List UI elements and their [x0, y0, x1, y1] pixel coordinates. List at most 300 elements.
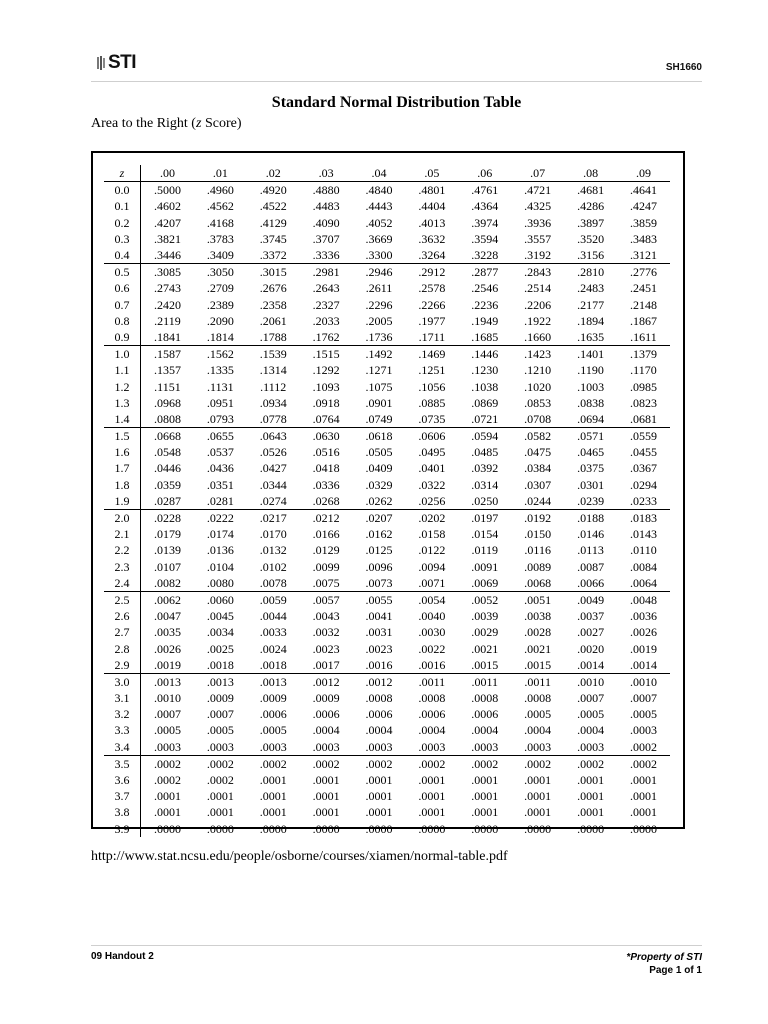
probability-cell: .1357: [153, 363, 181, 378]
probability-cell: .0001: [312, 789, 340, 804]
probability-cell: .0336: [312, 477, 340, 492]
probability-cell: .0033: [259, 625, 287, 640]
probability-cell: .0409: [365, 461, 393, 476]
probability-cell: .2296: [365, 297, 393, 312]
probability-cell: .0885: [418, 395, 446, 410]
probability-cell: .0000: [577, 821, 605, 836]
z-value-cell: 1.3: [104, 395, 141, 411]
probability-cell: .3446: [153, 248, 181, 263]
sti-logo: [97, 52, 145, 74]
probability-cell: .0110: [630, 543, 657, 558]
probability-cell: .0008: [471, 691, 499, 706]
probability-cell: .2420: [153, 297, 181, 312]
z-value-cell: 0.4: [104, 247, 141, 264]
table-row: [104, 313, 670, 329]
probability-cell: .0055: [353, 591, 406, 608]
probability-cell: .0001: [629, 773, 657, 788]
probability-cell: .0001: [153, 805, 181, 820]
table-row: [104, 493, 670, 510]
probability-cell: .0018: [259, 657, 287, 672]
probability-cell: .1711: [418, 329, 446, 344]
probability-cell: .1446: [458, 346, 511, 363]
probability-cell: .0001: [259, 805, 287, 820]
z-value-cell: 1.5: [104, 428, 141, 445]
table-row: [104, 608, 670, 624]
probability-cell: .3974: [471, 215, 499, 230]
probability-cell: .0004: [418, 723, 446, 738]
probability-cell: .0027: [577, 625, 605, 640]
probability-cell: .0274: [259, 493, 287, 508]
probability-cell: .0003: [418, 739, 446, 754]
probability-cell: .0044: [259, 609, 287, 624]
probability-cell: .0069: [471, 575, 499, 590]
z-value-cell: 2.1: [104, 526, 141, 542]
z-value-cell: 2.8: [104, 640, 141, 656]
probability-cell: .0001: [471, 789, 499, 804]
z-value-cell: 1.8: [104, 477, 141, 493]
probability-cell: .0099: [312, 559, 340, 574]
z-value-cell: 2.9: [104, 657, 141, 674]
page-title: Standard Normal Distribution Table: [271, 94, 522, 111]
probability-cell: .0001: [629, 805, 657, 820]
probability-cell: .3121: [629, 248, 657, 263]
probability-cell: .0045: [206, 609, 234, 624]
probability-cell: .0630: [300, 428, 353, 445]
probability-cell: .0037: [577, 609, 605, 624]
probability-cell: .3264: [418, 248, 446, 263]
probability-cell: .1314: [259, 363, 287, 378]
probability-cell: .4602: [153, 199, 181, 214]
z-value-cell: 1.6: [104, 444, 141, 460]
probability-cell: .0322: [418, 477, 446, 492]
probability-cell: .0011: [511, 673, 564, 690]
probability-cell: .0015: [471, 657, 499, 672]
probability-cell: .0281: [206, 493, 234, 508]
probability-cell: .0618: [353, 428, 406, 445]
probability-cell: .4090: [312, 215, 340, 230]
probability-cell: .0000: [418, 821, 446, 836]
probability-cell: .0002: [458, 755, 511, 772]
z-value-cell: 2.6: [104, 608, 141, 624]
column-header: .09: [617, 165, 670, 182]
probability-cell: .0017: [312, 657, 340, 672]
probability-cell: .1492: [353, 346, 406, 363]
probability-cell: .0102: [259, 559, 287, 574]
probability-cell: .0008: [524, 691, 552, 706]
probability-cell: .2843: [511, 264, 564, 281]
probability-cell: .0096: [365, 559, 393, 574]
probability-cell: .0359: [153, 477, 181, 492]
probability-cell: .1170: [630, 363, 657, 378]
probability-cell: .0174: [206, 527, 234, 542]
probability-cell: .0233: [629, 493, 657, 508]
column-header: .07: [511, 165, 564, 182]
probability-cell: .3409: [206, 248, 234, 263]
probability-cell: .0024: [259, 641, 287, 656]
probability-cell: .0853: [524, 395, 552, 410]
probability-cell: .0250: [471, 493, 499, 508]
table-row: [104, 624, 670, 640]
table-row: [104, 280, 670, 296]
table-row: [104, 772, 670, 788]
probability-cell: .0054: [405, 591, 458, 608]
probability-cell: .2090: [206, 313, 234, 328]
table-row: [104, 297, 670, 313]
probability-cell: .0039: [471, 609, 499, 624]
table-row: [104, 444, 670, 460]
probability-cell: .4761: [471, 183, 499, 198]
probability-cell: .0010: [617, 673, 670, 690]
probability-cell: .0436: [206, 461, 234, 476]
footer-page-number: Page 1 of 1: [649, 965, 702, 976]
probability-cell: .0000: [153, 821, 181, 836]
probability-cell: .0000: [206, 821, 234, 836]
probability-cell: .1335: [206, 363, 234, 378]
probability-cell: .1075: [365, 379, 393, 394]
footer-right: [626, 951, 702, 977]
probability-cell: .0104: [206, 559, 234, 574]
table-row: [104, 509, 670, 526]
probability-cell: .1977: [418, 313, 446, 328]
z-value-cell: 1.7: [104, 460, 141, 476]
probability-cell: .0002: [194, 755, 247, 772]
probability-cell: .1112: [260, 379, 287, 394]
z-value-cell: 1.9: [104, 493, 141, 510]
column-header: .04: [353, 165, 406, 182]
probability-cell: .0011: [458, 673, 511, 690]
z-value-cell: 2.2: [104, 542, 141, 558]
table-row: [104, 460, 670, 476]
probability-cell: .0125: [365, 543, 393, 558]
probability-cell: .1515: [300, 346, 353, 363]
probability-cell: .0228: [141, 509, 194, 526]
table-row: [104, 346, 670, 363]
probability-cell: .0256: [418, 493, 446, 508]
column-header: .06: [458, 165, 511, 182]
probability-cell: .0003: [524, 739, 552, 754]
probability-cell: .0505: [365, 445, 393, 460]
z-value-cell: 0.7: [104, 297, 141, 313]
probability-cell: .0000: [524, 821, 552, 836]
probability-cell: .0287: [153, 493, 181, 508]
probability-cell: .0004: [312, 723, 340, 738]
probability-cell: .0008: [365, 691, 393, 706]
probability-cell: .0036: [629, 609, 657, 624]
probability-cell: .0721: [471, 411, 499, 426]
probability-cell: .0901: [365, 395, 393, 410]
probability-cell: .0003: [259, 739, 287, 754]
table-row: [104, 591, 670, 608]
probability-cell: .0951: [206, 395, 234, 410]
probability-cell: .0020: [577, 641, 605, 656]
table-row: [104, 231, 670, 247]
probability-cell: .2912: [405, 264, 458, 281]
probability-cell: .0012: [300, 673, 353, 690]
table-row: [104, 788, 670, 804]
probability-cell: .0007: [577, 691, 605, 706]
probability-cell: .1251: [418, 363, 446, 378]
probability-cell: .0002: [300, 755, 353, 772]
probability-cell: .0418: [312, 461, 340, 476]
probability-cell: .0294: [629, 477, 657, 492]
probability-cell: .0749: [365, 411, 393, 426]
table-row: [104, 804, 670, 820]
probability-cell: .0222: [194, 509, 247, 526]
probability-cell: .2611: [365, 281, 393, 296]
table-row: [104, 378, 670, 394]
probability-cell: .1922: [524, 313, 552, 328]
probability-cell: .0064: [629, 575, 657, 590]
probability-cell: .0082: [153, 575, 181, 590]
probability-cell: .4641: [629, 183, 657, 198]
probability-cell: .0934: [259, 395, 287, 410]
probability-cell: .0708: [524, 411, 552, 426]
probability-cell: .2206: [524, 297, 552, 312]
probability-cell: .4721: [524, 183, 552, 198]
probability-cell: .0010: [153, 691, 181, 706]
probability-cell: .2676: [259, 281, 287, 296]
probability-cell: .0021: [524, 641, 552, 656]
probability-cell: .0078: [259, 575, 287, 590]
z-value-cell: 0.5: [104, 264, 141, 281]
probability-cell: .1587: [141, 346, 194, 363]
probability-cell: .0001: [418, 773, 446, 788]
probability-cell: .0735: [418, 411, 446, 426]
probability-cell: .0004: [471, 723, 499, 738]
probability-cell: .0003: [577, 739, 605, 754]
table-row: [104, 477, 670, 493]
z-value-cell: 3.5: [104, 755, 141, 772]
probability-cell: .0001: [577, 805, 605, 820]
probability-cell: .0197: [458, 509, 511, 526]
probability-cell: .0003: [629, 723, 657, 738]
z-value-cell: 0.3: [104, 231, 141, 247]
probability-cell: .0057: [300, 591, 353, 608]
table-row: [104, 821, 670, 837]
probability-cell: .0002: [629, 739, 657, 754]
probability-cell: .2877: [458, 264, 511, 281]
probability-cell: .1020: [524, 379, 552, 394]
subtitle-prefix: Area to the Right (: [91, 116, 196, 131]
z-table-frame: [91, 151, 685, 836]
probability-cell: .0089: [524, 559, 552, 574]
probability-cell: .0015: [524, 657, 552, 672]
probability-cell: .1894: [577, 313, 605, 328]
probability-cell: .0301: [577, 477, 605, 492]
probability-cell: .0158: [418, 527, 446, 542]
probability-cell: .0002: [206, 773, 234, 788]
column-header: .03: [300, 165, 353, 182]
probability-cell: .0013: [247, 673, 300, 690]
probability-cell: .0401: [418, 461, 446, 476]
table-row: [104, 198, 670, 214]
probability-cell: .1562: [194, 346, 247, 363]
probability-cell: .1056: [418, 379, 446, 394]
probability-cell: .0041: [365, 609, 393, 624]
z-table: [104, 165, 670, 837]
probability-cell: .0060: [194, 591, 247, 608]
probability-cell: .0006: [312, 707, 340, 722]
probability-cell: .0918: [312, 395, 340, 410]
probability-cell: .0001: [153, 789, 181, 804]
probability-cell: .1093: [312, 379, 340, 394]
probability-cell: .0113: [577, 543, 604, 558]
probability-cell: .0066: [577, 575, 605, 590]
probability-cell: .0075: [312, 575, 340, 590]
probability-cell: .0002: [617, 755, 670, 772]
probability-cell: .0375: [577, 461, 605, 476]
probability-cell: .0002: [141, 755, 194, 772]
probability-cell: .0968: [153, 395, 181, 410]
probability-cell: .0207: [353, 509, 406, 526]
table-row: [104, 395, 670, 411]
probability-cell: .0475: [524, 445, 552, 460]
probability-cell: .2578: [418, 281, 446, 296]
probability-cell: .3085: [141, 264, 194, 281]
source-url: http://www.stat.ncsu.edu/people/osborne/courses/xiamen/normal-table.pdf: [91, 849, 508, 864]
probability-cell: .3156: [577, 248, 605, 263]
probability-cell: .4681: [577, 183, 605, 198]
probability-cell: .0582: [511, 428, 564, 445]
probability-cell: .4562: [206, 199, 234, 214]
probability-cell: .0136: [206, 543, 234, 558]
probability-cell: .1539: [247, 346, 300, 363]
probability-cell: .0031: [365, 625, 393, 640]
table-row: [104, 739, 670, 756]
probability-cell: .0009: [259, 691, 287, 706]
probability-cell: .0548: [153, 445, 181, 460]
footer-handout-label: 09 Handout 2: [91, 951, 154, 962]
probability-cell: .0244: [524, 493, 552, 508]
probability-cell: .0001: [259, 789, 287, 804]
footer-property: *Property of STI: [626, 952, 702, 963]
probability-cell: .0006: [259, 707, 287, 722]
probability-cell: .0268: [312, 493, 340, 508]
probability-cell: .0606: [405, 428, 458, 445]
probability-cell: .3783: [206, 231, 234, 246]
probability-cell: .0004: [365, 723, 393, 738]
probability-cell: .0016: [418, 657, 446, 672]
probability-cell: .1190: [577, 363, 604, 378]
probability-cell: .0001: [365, 773, 393, 788]
z-value-cell: 3.3: [104, 722, 141, 738]
probability-cell: .0026: [153, 641, 181, 656]
probability-cell: .3632: [418, 231, 446, 246]
probability-cell: .3372: [259, 248, 287, 263]
probability-cell: .0049: [564, 591, 617, 608]
probability-cell: .0002: [405, 755, 458, 772]
probability-cell: .0005: [577, 707, 605, 722]
probability-cell: .2236: [471, 297, 499, 312]
probability-cell: .0000: [312, 821, 340, 836]
probability-cell: .0005: [206, 723, 234, 738]
probability-cell: .0002: [353, 755, 406, 772]
probability-cell: .0239: [577, 493, 605, 508]
probability-cell: .0455: [629, 445, 657, 460]
z-value-cell: 0.8: [104, 313, 141, 329]
z-value-cell: 1.0: [104, 346, 141, 363]
probability-cell: .4052: [365, 215, 393, 230]
probability-cell: .0001: [524, 789, 552, 804]
probability-cell: .0985: [629, 379, 657, 394]
column-header: .08: [564, 165, 617, 182]
probability-cell: .0001: [471, 805, 499, 820]
probability-cell: .0035: [153, 625, 181, 640]
probability-cell: .0808: [153, 411, 181, 426]
z-value-cell: 3.2: [104, 706, 141, 722]
probability-cell: .0025: [206, 641, 234, 656]
probability-cell: .1814: [206, 329, 234, 344]
probability-cell: .0594: [458, 428, 511, 445]
probability-cell: .0129: [312, 543, 340, 558]
probability-cell: .0048: [617, 591, 670, 608]
table-row: [104, 247, 670, 264]
probability-cell: .0681: [629, 411, 657, 426]
probability-cell: .0005: [259, 723, 287, 738]
probability-cell: .2005: [365, 313, 393, 328]
probability-cell: .0073: [365, 575, 393, 590]
probability-cell: .4483: [312, 199, 340, 214]
probability-cell: .0012: [353, 673, 406, 690]
probability-cell: .0005: [153, 723, 181, 738]
probability-cell: .0351: [206, 477, 234, 492]
z-value-cell: 3.1: [104, 690, 141, 706]
probability-cell: .0040: [418, 609, 446, 624]
probability-cell: .0005: [524, 707, 552, 722]
probability-cell: .0001: [418, 789, 446, 804]
probability-cell: .0016: [365, 657, 393, 672]
probability-cell: .0034: [206, 625, 234, 640]
probability-cell: .0080: [206, 575, 234, 590]
probability-cell: .0192: [511, 509, 564, 526]
probability-cell: .0146: [577, 527, 605, 542]
probability-cell: .0392: [471, 461, 499, 476]
probability-cell: .0032: [312, 625, 340, 640]
probability-cell: .0019: [153, 657, 181, 672]
page-subtitle: [91, 116, 241, 132]
probability-cell: .0001: [471, 773, 499, 788]
probability-cell: .2033: [312, 313, 340, 328]
probability-cell: .0000: [365, 821, 393, 836]
probability-cell: .1611: [630, 329, 657, 344]
probability-cell: .2061: [259, 313, 287, 328]
probability-cell: .4443: [365, 199, 393, 214]
probability-cell: .0823: [629, 395, 657, 410]
probability-cell: .0793: [206, 411, 234, 426]
probability-cell: .2981: [300, 264, 353, 281]
probability-cell: .3015: [247, 264, 300, 281]
table-row: [104, 428, 670, 445]
probability-cell: .3669: [365, 231, 393, 246]
probability-cell: .3859: [629, 215, 657, 230]
probability-cell: .0059: [247, 591, 300, 608]
probability-cell: .3228: [471, 248, 499, 263]
probability-cell: .0091: [471, 559, 499, 574]
probability-cell: .3594: [471, 231, 499, 246]
probability-cell: .0166: [312, 527, 340, 542]
probability-cell: .0006: [471, 707, 499, 722]
probability-cell: .0446: [153, 461, 181, 476]
logo-text: STI: [108, 52, 137, 73]
probability-cell: .4207: [153, 215, 181, 230]
probability-cell: .0023: [365, 641, 393, 656]
table-row: [104, 640, 670, 656]
z-value-cell: 3.6: [104, 772, 141, 788]
z-value-cell: 1.1: [104, 362, 141, 378]
probability-cell: .2709: [206, 281, 234, 296]
probability-cell: .3192: [524, 248, 552, 263]
probability-cell: .0001: [312, 805, 340, 820]
